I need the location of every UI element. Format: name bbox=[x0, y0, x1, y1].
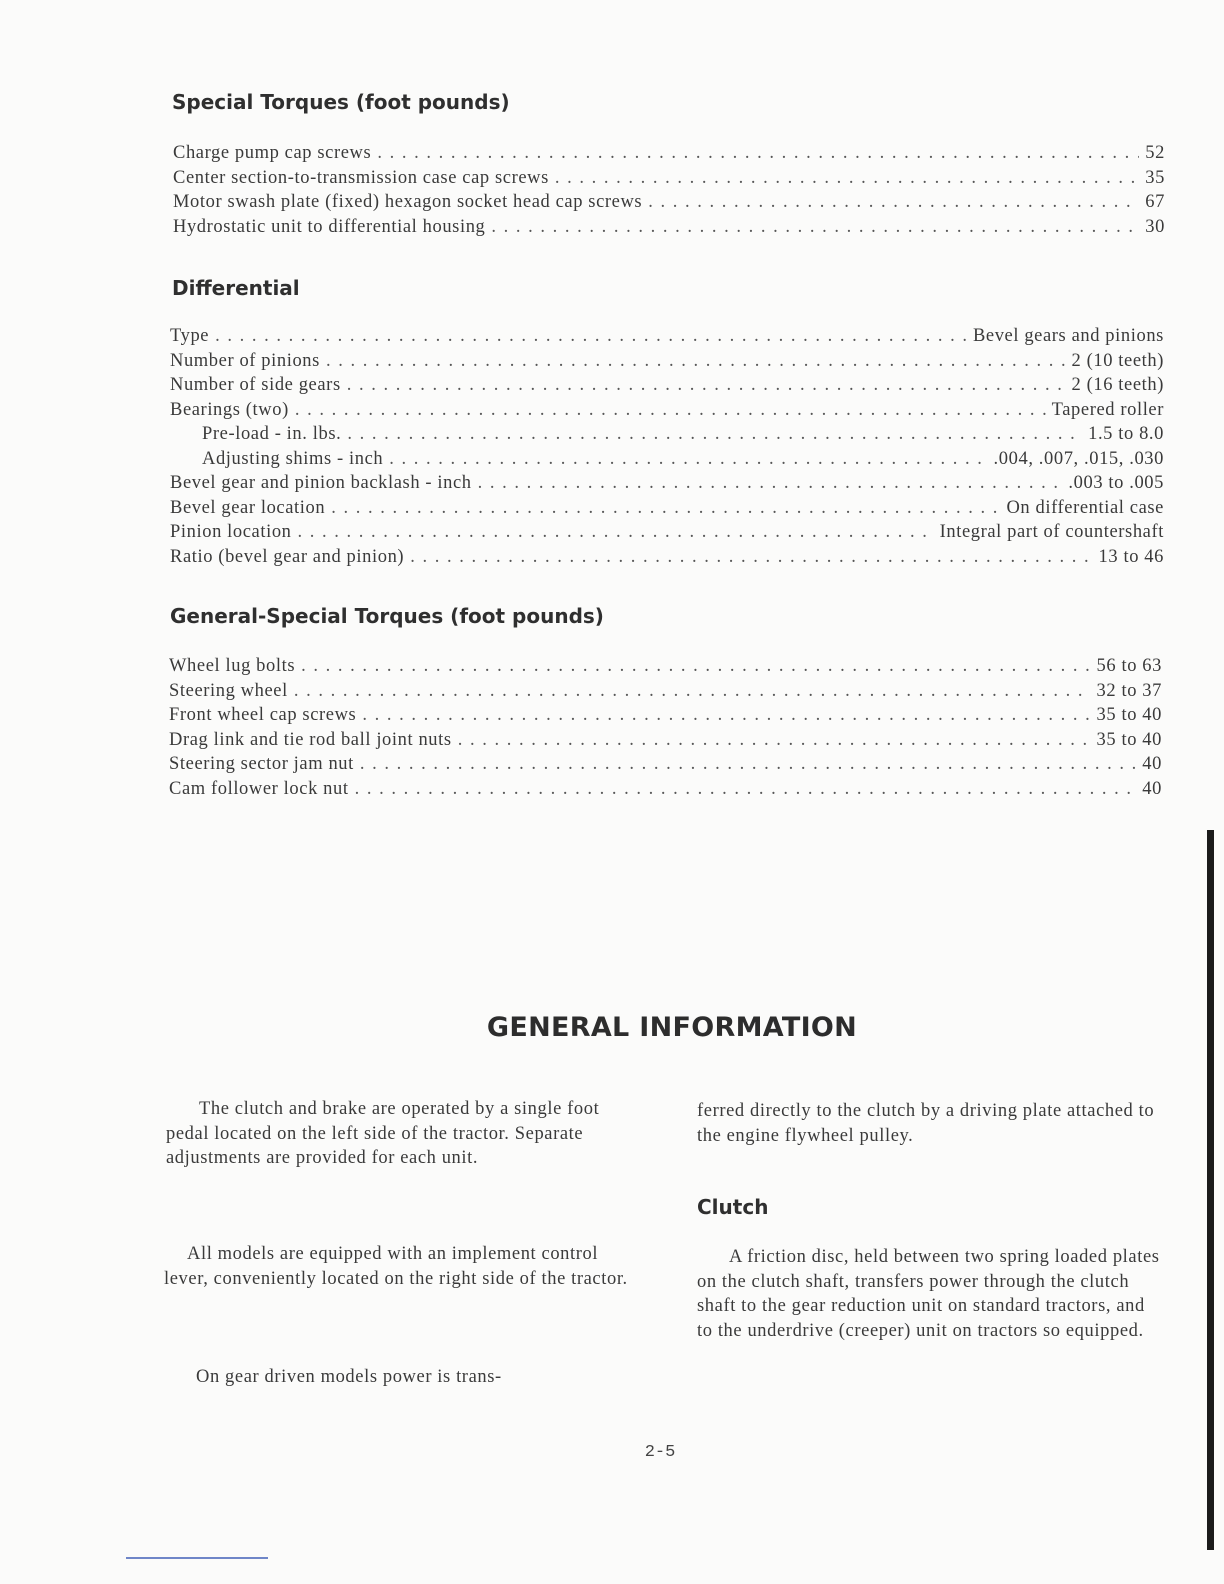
spec-row bbox=[170, 496, 1164, 521]
spec-label: Hydrostatic unit to differential housing bbox=[173, 216, 486, 237]
spec-value: 67 bbox=[1145, 192, 1165, 212]
general-torques-heading: General-Special Torques (foot pounds) bbox=[170, 604, 604, 628]
spec-label: Center section-to-transmission case cap screws bbox=[173, 167, 549, 188]
spec-value: 1.5 to 8.0 bbox=[1088, 424, 1164, 444]
spec-row bbox=[170, 520, 1164, 545]
leader-dots bbox=[347, 373, 1066, 398]
spec-label: Wheel lug bolts bbox=[169, 656, 296, 676]
leader-dots bbox=[294, 679, 1091, 704]
spec-label: Pre-load - in. lbs. bbox=[202, 424, 342, 444]
spec-row bbox=[173, 215, 1165, 240]
spec-label: Charge pump cap screws bbox=[173, 143, 372, 163]
leader-dots bbox=[648, 190, 1139, 215]
differential-list bbox=[170, 324, 1164, 569]
spec-label: Steering sector jam nut bbox=[169, 754, 354, 774]
leader-dots bbox=[377, 141, 1139, 166]
spec-value: 32 to 37 bbox=[1096, 680, 1162, 701]
spec-value: 52 bbox=[1145, 143, 1165, 163]
spec-label: Bevel gear location bbox=[170, 497, 326, 518]
spec-value: Integral part of countershaft bbox=[939, 522, 1164, 542]
spec-value: 13 to 46 bbox=[1098, 546, 1164, 567]
leader-dots bbox=[491, 215, 1139, 240]
spec-row bbox=[170, 447, 1164, 472]
spec-row bbox=[170, 422, 1164, 447]
spec-label: Pinion location bbox=[170, 522, 292, 542]
leader-dots bbox=[478, 471, 1063, 496]
leader-dots bbox=[355, 777, 1137, 802]
spec-label: Type bbox=[170, 326, 210, 346]
spec-label: Drag link and tie rod ball joint nuts bbox=[169, 729, 452, 750]
spec-value: On differential case bbox=[1006, 497, 1164, 518]
spec-row bbox=[169, 777, 1162, 802]
spec-row bbox=[169, 728, 1162, 753]
spec-label: Motor swash plate (fixed) hexagon socket head cap screws bbox=[173, 192, 643, 212]
spec-value: 35 to 40 bbox=[1096, 729, 1162, 750]
leader-dots bbox=[301, 654, 1090, 679]
spec-label: Bevel gear and pinion backlash - inch bbox=[170, 473, 472, 493]
spec-value: 35 bbox=[1145, 167, 1165, 188]
spec-value: .004, .007, .015, .030 bbox=[993, 448, 1164, 469]
leader-dots bbox=[347, 422, 1082, 447]
spec-value: Bevel gears and pinions bbox=[972, 326, 1164, 346]
leader-dots bbox=[331, 496, 1000, 521]
leader-dots bbox=[555, 166, 1139, 191]
leader-dots bbox=[326, 349, 1066, 374]
right-paragraph-continuation: ferred directly to the clutch by a driving plate attached to the engine flywheel pulley. bbox=[697, 1101, 1155, 1146]
spec-row bbox=[170, 471, 1164, 496]
spec-value: 2 (10 teeth) bbox=[1071, 350, 1164, 371]
leader-dots bbox=[410, 545, 1092, 570]
general-information-title: GENERAL INFORMATION bbox=[486, 1012, 858, 1043]
leader-dots bbox=[360, 752, 1136, 777]
leader-dots bbox=[215, 324, 967, 349]
spec-label: Front wheel cap screws bbox=[169, 705, 357, 725]
spec-row bbox=[173, 141, 1165, 166]
leader-dots bbox=[362, 703, 1090, 728]
spec-value: 2 (16 teeth) bbox=[1071, 375, 1164, 395]
left-paragraph-1: The clutch and brake are operated by a single foot pedal located on the left side of the tractor. Separate adjustments are provided for each unit. bbox=[166, 1099, 600, 1168]
spec-label: Number of pinions bbox=[170, 350, 320, 371]
spec-row bbox=[173, 166, 1165, 191]
general-torques-list bbox=[169, 654, 1162, 801]
spec-row bbox=[170, 545, 1164, 570]
spec-row bbox=[173, 190, 1165, 215]
spec-value: 40 bbox=[1142, 778, 1162, 799]
differential-heading: Differential bbox=[172, 276, 300, 300]
spec-label: Ratio (bevel gear and pinion) bbox=[170, 546, 405, 567]
spec-label: Adjusting shims - inch bbox=[202, 448, 384, 469]
spec-value: 30 bbox=[1145, 216, 1165, 237]
spec-value: 56 to 63 bbox=[1096, 656, 1162, 676]
spec-value: Tapered roller bbox=[1051, 399, 1164, 420]
spec-row bbox=[170, 324, 1164, 349]
spec-label: Steering wheel bbox=[169, 680, 288, 701]
spec-row bbox=[169, 703, 1162, 728]
special-torques-heading: Special Torques (foot pounds) bbox=[172, 90, 510, 114]
spec-value: 40 bbox=[1142, 754, 1162, 774]
leader-dots bbox=[295, 398, 1046, 423]
spec-row bbox=[169, 752, 1162, 777]
spec-label: Cam follower lock nut bbox=[169, 778, 349, 799]
left-paragraph-2: All models are equipped with an implement control lever, conveniently located on the right side of the tractor. bbox=[164, 1244, 628, 1289]
spec-row bbox=[169, 679, 1162, 704]
clutch-paragraph: A friction disc, held between two spring loaded plates on the clutch shaft, transfers power through the clutch shaft to the gear reduction unit on standard tractors, and to the underdrive (creeper) unit on tractors so equipped. bbox=[697, 1247, 1160, 1341]
leader-dots bbox=[389, 447, 987, 472]
spec-label: Number of side gears bbox=[170, 375, 341, 395]
special-torques-list bbox=[173, 141, 1165, 239]
bottom-rule bbox=[126, 1557, 268, 1559]
page-number: 2-5 bbox=[644, 1443, 676, 1462]
clutch-heading: Clutch bbox=[697, 1195, 769, 1219]
leader-dots bbox=[298, 520, 934, 545]
spec-row bbox=[170, 349, 1164, 374]
spec-value: .003 to .005 bbox=[1068, 473, 1164, 493]
leader-dots bbox=[458, 728, 1091, 753]
scan-edge-shadow bbox=[1207, 830, 1214, 1550]
spec-row bbox=[169, 654, 1162, 679]
spec-row bbox=[170, 373, 1164, 398]
spec-label: Bearings (two) bbox=[170, 399, 289, 420]
left-paragraph-3: On gear driven models power is trans- bbox=[196, 1367, 502, 1387]
spec-row bbox=[170, 398, 1164, 423]
spec-value: 35 to 40 bbox=[1096, 705, 1162, 725]
